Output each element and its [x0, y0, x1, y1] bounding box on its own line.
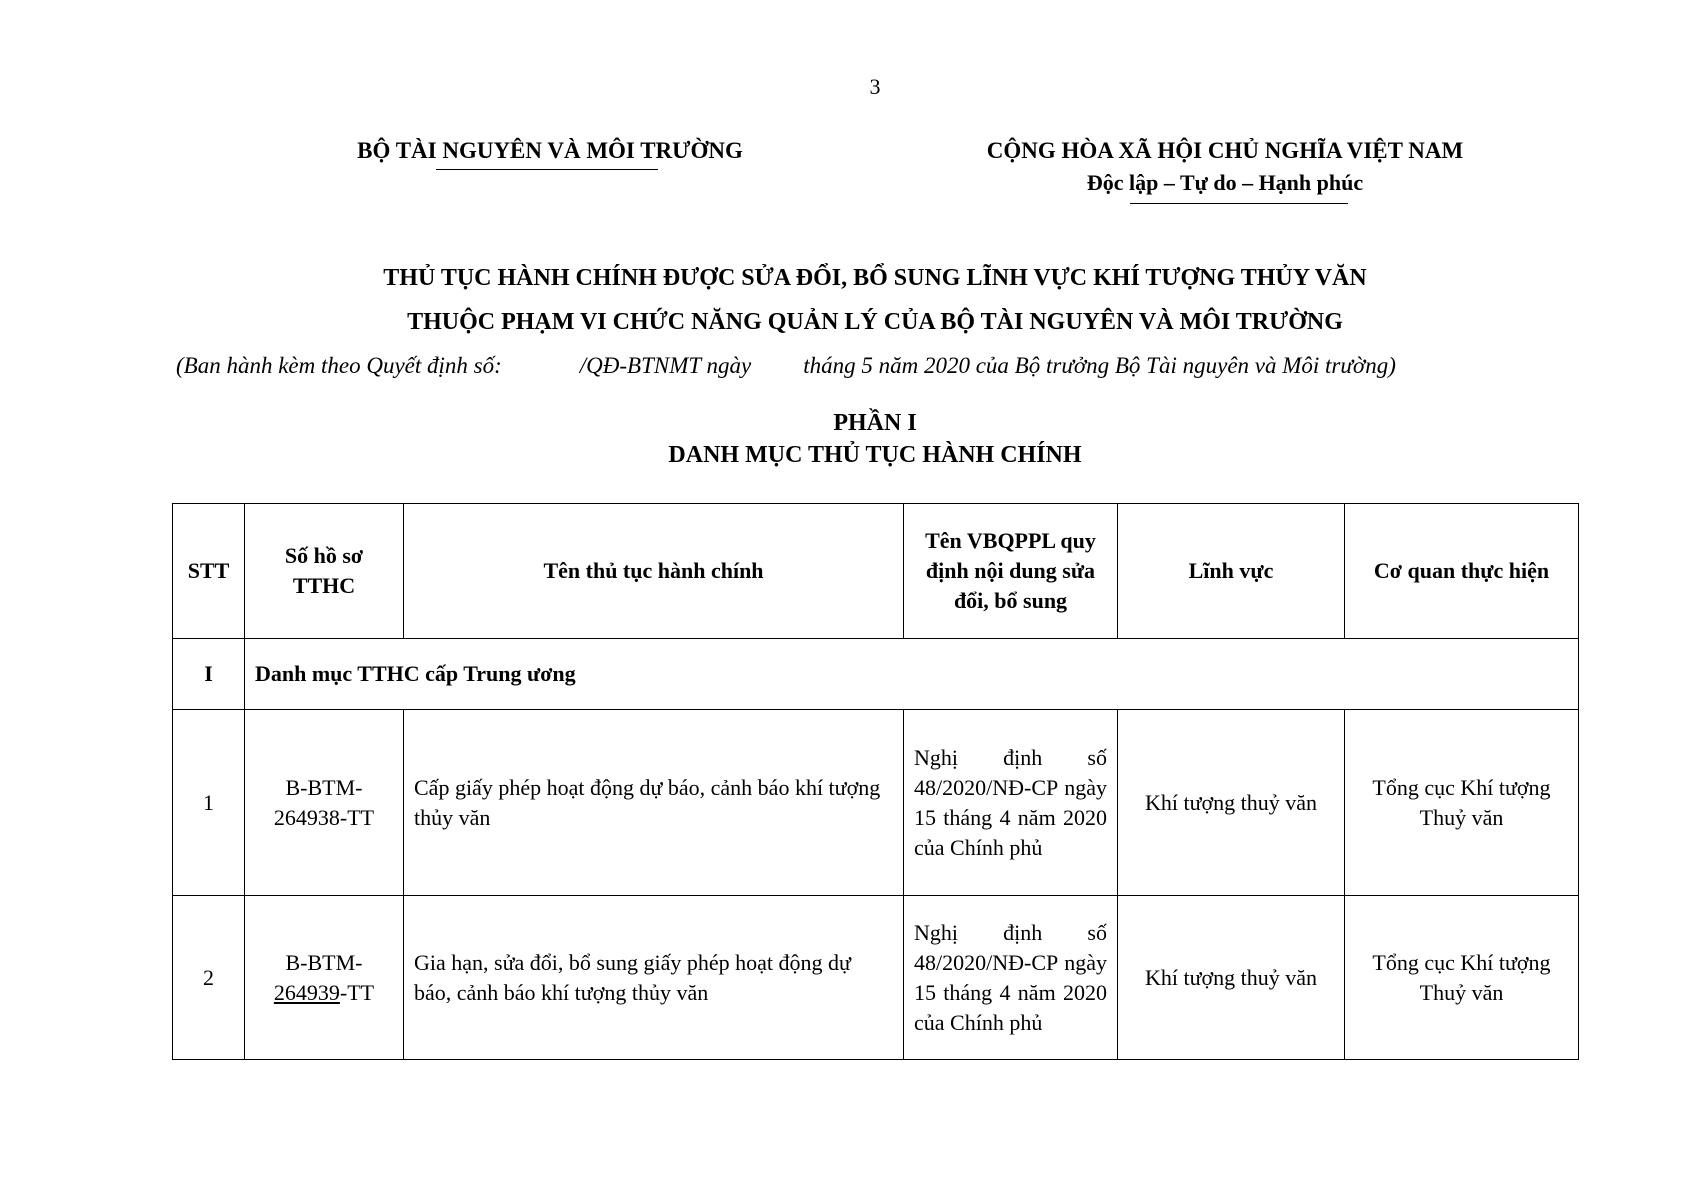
part-name: DANH MỤC THỦ TỤC HÀNH CHÍNH [668, 442, 1082, 468]
table-header-row [173, 504, 1579, 639]
row-agency: Tổng cục Khí tượng Thuỷ văn [1345, 710, 1579, 896]
row-field: Khí tượng thuỷ văn [1118, 896, 1345, 1060]
table-row [173, 896, 1579, 1060]
row-code: B-BTM-264938-TT [245, 710, 404, 896]
row-stt: 2 [173, 896, 245, 1060]
subtitle-part-2: /QĐ-BTNMT ngày [579, 353, 752, 378]
header-stt: STT [173, 504, 245, 639]
national-motto: Độc lập – Tự do – Hạnh phúc [1086, 170, 1364, 195]
subtitle-part-1: (Ban hành kèm theo Quyết định số: [176, 353, 502, 378]
section-label: Danh mục TTHC cấp Trung ương [245, 639, 1579, 710]
row-code-number: 264939 [273, 979, 340, 1005]
row-agency: Tổng cục Khí tượng Thuỷ văn [1345, 896, 1579, 1060]
ministry-name: BỘ TÀI NGUYÊN VÀ MÔI TRƯỜNG [357, 138, 743, 163]
table-row [173, 710, 1579, 896]
section-index: I [173, 639, 245, 710]
row-stt: 1 [173, 710, 245, 896]
row-procedure-name: Cấp giấy phép hoạt động dự báo, cảnh báo khí tượng thủy văn [404, 710, 904, 896]
procedure-table [172, 503, 1579, 1060]
document-title-line-1: THỦ TỤC HÀNH CHÍNH ĐƯỢC SỬA ĐỔI, BỔ SUNG LĨNH VỰC KHÍ TƯỢNG THỦY VĂN [383, 265, 1367, 291]
page-number: 3 [869, 74, 881, 99]
row-legal-doc: Nghị định số 48/2020/NĐ-CP ngày 15 tháng 4 năm 2020 của Chính phủ [904, 896, 1118, 1060]
ministry-underline [436, 169, 658, 170]
header-field: Lĩnh vực [1118, 504, 1345, 639]
document-subtitle [176, 353, 1396, 379]
header-agency: Cơ quan thực hiện [1345, 504, 1579, 639]
subtitle-part-3: tháng 5 năm 2020 của Bộ trưởng Bộ Tài nguyên và Môi trường) [803, 353, 1396, 378]
header-name: Tên thủ tục hành chính [404, 504, 904, 639]
row-legal-doc: Nghị định số 48/2020/NĐ-CP ngày 15 tháng 4 năm 2020 của Chính phủ [904, 710, 1118, 896]
header-legal-doc: Tên VBQPPL quy định nội dung sửa đổi, bổ sung [904, 504, 1118, 639]
row-code-prefix: B-BTM- [285, 949, 363, 975]
row-code-suffix: -TT [339, 979, 375, 1005]
row-code [245, 896, 404, 1060]
republic-name: CỘNG HÒA XÃ HỘI CHỦ NGHĨA VIỆT NAM [986, 138, 1464, 163]
part-label: PHẦN I [833, 410, 917, 436]
row-field: Khí tượng thuỷ văn [1118, 710, 1345, 896]
header-code: Số hồ sơ TTHC [245, 504, 404, 639]
motto-underline [1130, 203, 1348, 204]
document-title-line-2: THUỘC PHẠM VI CHỨC NĂNG QUẢN LÝ CỦA BỘ TÀI NGUYÊN VÀ MÔI TRƯỜNG [407, 309, 1343, 335]
section-row [173, 639, 1579, 710]
row-procedure-name: Gia hạn, sửa đổi, bổ sung giấy phép hoạt động dự báo, cảnh báo khí tượng thủy văn [404, 896, 904, 1060]
